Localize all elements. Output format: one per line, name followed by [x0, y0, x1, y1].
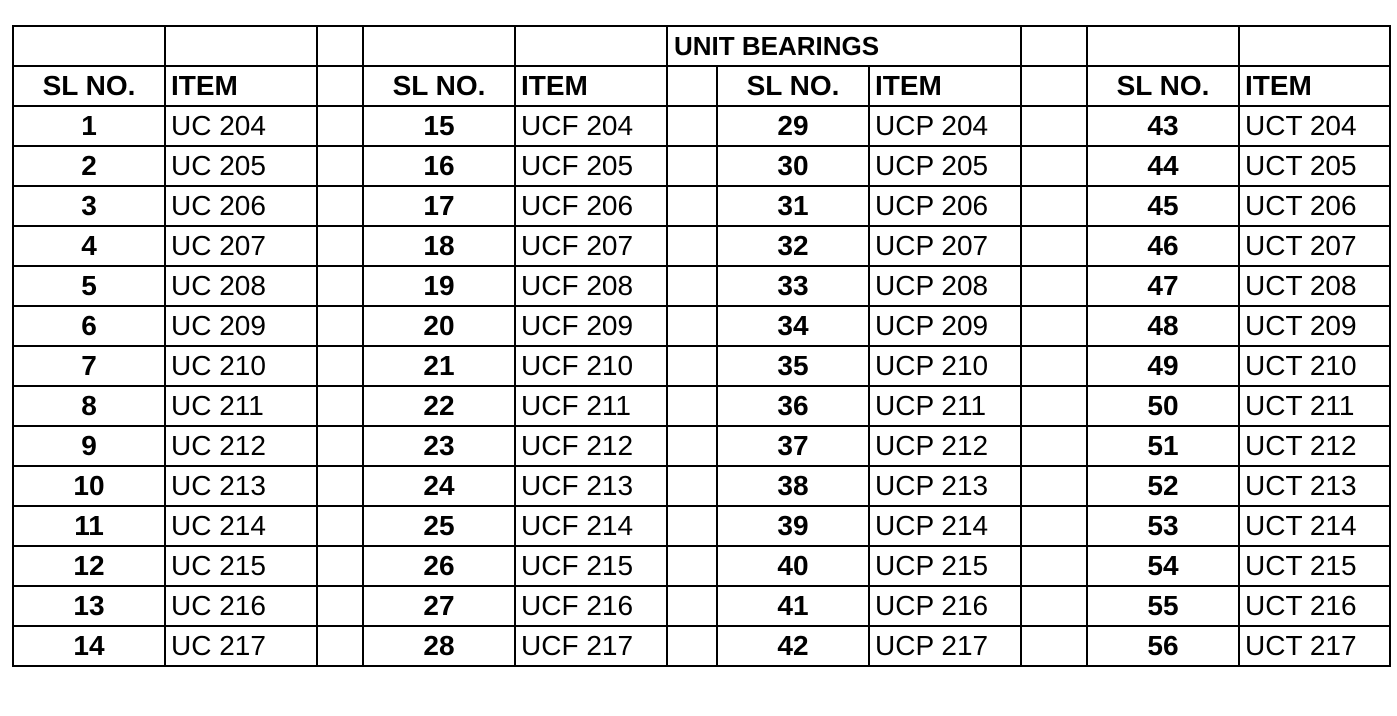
title-cell-empty — [13, 26, 165, 66]
sl-no-cell: 30 — [717, 146, 869, 186]
sl-no-cell: 42 — [717, 626, 869, 666]
item-cell: UC 205 — [165, 146, 317, 186]
item-cell: UCT 217 — [1239, 626, 1390, 666]
sl-no-cell: 18 — [363, 226, 515, 266]
item-cell: UCT 207 — [1239, 226, 1390, 266]
spacer-cell — [1021, 186, 1087, 226]
sl-no-cell: 19 — [363, 266, 515, 306]
sl-no-cell: 25 — [363, 506, 515, 546]
sl-no-cell: 41 — [717, 586, 869, 626]
sl-no-cell: 20 — [363, 306, 515, 346]
spacer-cell — [667, 306, 717, 346]
sl-no-cell: 37 — [717, 426, 869, 466]
sl-no-cell: 49 — [1087, 346, 1239, 386]
spacer-cell — [667, 226, 717, 266]
spacer-cell — [317, 386, 363, 426]
item-cell: UCP 209 — [869, 306, 1021, 346]
spacer-cell — [317, 546, 363, 586]
unit-bearings-table — [12, 25, 1391, 667]
spacer-cell — [1021, 306, 1087, 346]
item-cell: UCP 211 — [869, 386, 1021, 426]
item-cell: UCF 212 — [515, 426, 667, 466]
item-cell: UCT 209 — [1239, 306, 1390, 346]
sl-no-cell: 15 — [363, 106, 515, 146]
table-row — [13, 386, 1390, 426]
spacer-cell — [1021, 106, 1087, 146]
item-cell: UCT 215 — [1239, 546, 1390, 586]
item-cell: UC 206 — [165, 186, 317, 226]
sl-no-cell: 50 — [1087, 386, 1239, 426]
item-cell: UC 215 — [165, 546, 317, 586]
sl-no-cell: 31 — [717, 186, 869, 226]
item-cell: UCF 206 — [515, 186, 667, 226]
table-row — [13, 266, 1390, 306]
sl-no-cell: 1 — [13, 106, 165, 146]
sl-no-cell: 54 — [1087, 546, 1239, 586]
column-header-sl-no: SL NO. — [13, 66, 165, 106]
item-cell: UCP 212 — [869, 426, 1021, 466]
sl-no-cell: 11 — [13, 506, 165, 546]
title-cell-empty — [515, 26, 667, 66]
item-cell: UCT 205 — [1239, 146, 1390, 186]
spacer-cell — [317, 66, 363, 106]
spacer-cell — [317, 186, 363, 226]
sl-no-cell: 28 — [363, 626, 515, 666]
sl-no-cell: 17 — [363, 186, 515, 226]
column-header-sl-no: SL NO. — [1087, 66, 1239, 106]
spacer-cell — [1021, 66, 1087, 106]
sl-no-cell: 4 — [13, 226, 165, 266]
item-cell: UCT 204 — [1239, 106, 1390, 146]
spacer-cell — [317, 346, 363, 386]
sl-no-cell: 38 — [717, 466, 869, 506]
spacer-cell — [1021, 266, 1087, 306]
sl-no-cell: 53 — [1087, 506, 1239, 546]
item-cell: UCP 216 — [869, 586, 1021, 626]
spacer-cell — [667, 586, 717, 626]
sl-no-cell: 45 — [1087, 186, 1239, 226]
item-cell: UCT 211 — [1239, 386, 1390, 426]
spacer-cell — [317, 266, 363, 306]
sl-no-cell: 33 — [717, 266, 869, 306]
sl-no-cell: 14 — [13, 626, 165, 666]
sl-no-cell: 2 — [13, 146, 165, 186]
sl-no-cell: 34 — [717, 306, 869, 346]
spacer-cell — [1021, 546, 1087, 586]
item-cell: UCP 210 — [869, 346, 1021, 386]
table-row — [13, 426, 1390, 466]
sl-no-cell: 23 — [363, 426, 515, 466]
item-cell: UCP 204 — [869, 106, 1021, 146]
item-cell: UCP 206 — [869, 186, 1021, 226]
table-row — [13, 626, 1390, 666]
sl-no-cell: 27 — [363, 586, 515, 626]
item-cell: UC 204 — [165, 106, 317, 146]
sl-no-cell: 10 — [13, 466, 165, 506]
sl-no-cell: 48 — [1087, 306, 1239, 346]
item-cell: UCP 207 — [869, 226, 1021, 266]
spacer-cell — [667, 426, 717, 466]
column-header-item: ITEM — [515, 66, 667, 106]
item-cell: UCF 209 — [515, 306, 667, 346]
sl-no-cell: 32 — [717, 226, 869, 266]
spacer-cell — [1021, 626, 1087, 666]
title-cell-empty — [165, 26, 317, 66]
spacer-cell — [317, 466, 363, 506]
spacer-cell — [667, 186, 717, 226]
table-row — [13, 106, 1390, 146]
sl-no-cell: 43 — [1087, 106, 1239, 146]
title-cell-empty — [1021, 26, 1087, 66]
table-row — [13, 146, 1390, 186]
sl-no-cell: 55 — [1087, 586, 1239, 626]
spacer-cell — [317, 626, 363, 666]
spacer-cell — [667, 466, 717, 506]
sl-no-cell: 36 — [717, 386, 869, 426]
item-cell: UCF 205 — [515, 146, 667, 186]
column-header-sl-no: SL NO. — [717, 66, 869, 106]
sl-no-cell: 3 — [13, 186, 165, 226]
table-row — [13, 586, 1390, 626]
table-row — [13, 186, 1390, 226]
spacer-cell — [667, 626, 717, 666]
sl-no-cell: 9 — [13, 426, 165, 466]
sl-no-cell: 51 — [1087, 426, 1239, 466]
spacer-cell — [667, 506, 717, 546]
spacer-cell — [1021, 426, 1087, 466]
item-cell: UCT 212 — [1239, 426, 1390, 466]
spacer-cell — [1021, 146, 1087, 186]
sl-no-cell: 13 — [13, 586, 165, 626]
spacer-cell — [317, 586, 363, 626]
table-row — [13, 506, 1390, 546]
sl-no-cell: 44 — [1087, 146, 1239, 186]
item-cell: UC 209 — [165, 306, 317, 346]
spacer-cell — [317, 226, 363, 266]
sl-no-cell: 52 — [1087, 466, 1239, 506]
title-cell-empty — [363, 26, 515, 66]
sl-no-cell: 56 — [1087, 626, 1239, 666]
spacer-cell — [1021, 586, 1087, 626]
title-cell-empty — [317, 26, 363, 66]
sl-no-cell: 26 — [363, 546, 515, 586]
sl-no-cell: 21 — [363, 346, 515, 386]
item-cell: UC 211 — [165, 386, 317, 426]
sl-no-cell: 8 — [13, 386, 165, 426]
sl-no-cell: 35 — [717, 346, 869, 386]
item-cell: UC 207 — [165, 226, 317, 266]
sl-no-cell: 46 — [1087, 226, 1239, 266]
item-cell: UC 213 — [165, 466, 317, 506]
table-row — [13, 346, 1390, 386]
item-cell: UCF 215 — [515, 546, 667, 586]
item-cell: UC 212 — [165, 426, 317, 466]
item-cell: UCP 208 — [869, 266, 1021, 306]
spacer-cell — [1021, 346, 1087, 386]
sl-no-cell: 40 — [717, 546, 869, 586]
spacer-cell — [667, 386, 717, 426]
column-header-sl-no: SL NO. — [363, 66, 515, 106]
item-cell: UCP 205 — [869, 146, 1021, 186]
spacer-cell — [667, 546, 717, 586]
item-cell: UCF 207 — [515, 226, 667, 266]
table-row — [13, 546, 1390, 586]
column-header-item: ITEM — [869, 66, 1021, 106]
sl-no-cell: 16 — [363, 146, 515, 186]
sl-no-cell: 6 — [13, 306, 165, 346]
spacer-cell — [317, 426, 363, 466]
item-cell: UCT 213 — [1239, 466, 1390, 506]
item-cell: UC 214 — [165, 506, 317, 546]
table-row — [13, 226, 1390, 266]
spacer-cell — [1021, 466, 1087, 506]
table-row — [13, 466, 1390, 506]
item-cell: UCP 213 — [869, 466, 1021, 506]
item-cell: UCT 210 — [1239, 346, 1390, 386]
item-cell: UCP 217 — [869, 626, 1021, 666]
sl-no-cell: 24 — [363, 466, 515, 506]
sl-no-cell: 22 — [363, 386, 515, 426]
item-cell: UCP 214 — [869, 506, 1021, 546]
spacer-cell — [667, 106, 717, 146]
column-header-item: ITEM — [165, 66, 317, 106]
spacer-cell — [317, 106, 363, 146]
header-row — [13, 66, 1390, 106]
item-cell: UCF 217 — [515, 626, 667, 666]
item-cell: UCP 215 — [869, 546, 1021, 586]
item-cell: UCF 214 — [515, 506, 667, 546]
item-cell: UC 217 — [165, 626, 317, 666]
item-cell: UCF 211 — [515, 386, 667, 426]
item-cell: UCF 216 — [515, 586, 667, 626]
spacer-cell — [667, 346, 717, 386]
item-cell: UCF 208 — [515, 266, 667, 306]
spacer-cell — [317, 306, 363, 346]
spacer-cell — [667, 66, 717, 106]
sl-no-cell: 5 — [13, 266, 165, 306]
item-cell: UCT 206 — [1239, 186, 1390, 226]
item-cell: UCT 214 — [1239, 506, 1390, 546]
item-cell: UCF 204 — [515, 106, 667, 146]
table-row — [13, 306, 1390, 346]
item-cell: UC 216 — [165, 586, 317, 626]
title-cell-empty — [1239, 26, 1390, 66]
spacer-cell — [667, 266, 717, 306]
unit-bearings-sheet — [12, 25, 1391, 667]
title-row — [13, 26, 1390, 66]
spacer-cell — [667, 146, 717, 186]
item-cell: UCF 210 — [515, 346, 667, 386]
table-body — [13, 26, 1390, 666]
column-header-item: ITEM — [1239, 66, 1390, 106]
sl-no-cell: 29 — [717, 106, 869, 146]
spacer-cell — [1021, 226, 1087, 266]
title-cell-empty — [1087, 26, 1239, 66]
item-cell: UC 208 — [165, 266, 317, 306]
item-cell: UCT 216 — [1239, 586, 1390, 626]
item-cell: UCT 208 — [1239, 266, 1390, 306]
table-title: UNIT BEARINGS — [667, 26, 1021, 66]
sl-no-cell: 12 — [13, 546, 165, 586]
spacer-cell — [1021, 386, 1087, 426]
spacer-cell — [1021, 506, 1087, 546]
sl-no-cell: 39 — [717, 506, 869, 546]
spacer-cell — [317, 146, 363, 186]
sl-no-cell: 47 — [1087, 266, 1239, 306]
sl-no-cell: 7 — [13, 346, 165, 386]
spacer-cell — [317, 506, 363, 546]
item-cell: UCF 213 — [515, 466, 667, 506]
item-cell: UC 210 — [165, 346, 317, 386]
